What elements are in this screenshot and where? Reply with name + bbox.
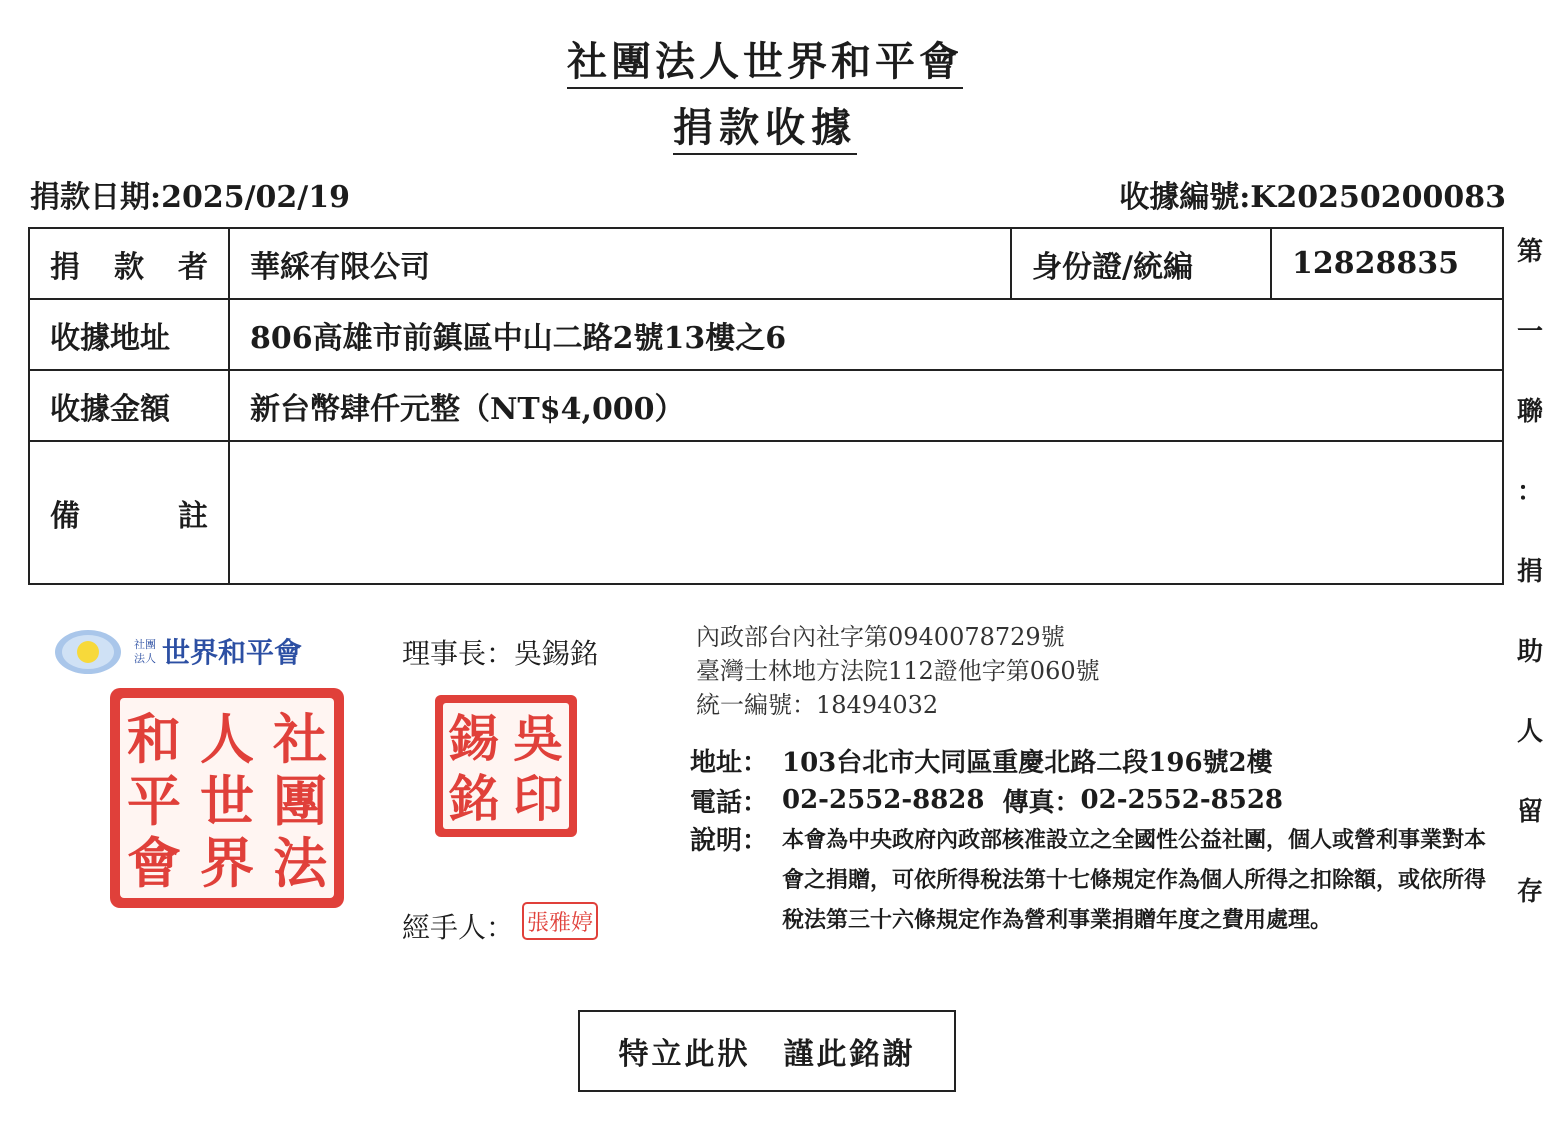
seal-char: 會 <box>127 831 181 895</box>
phone-label: 電話： <box>690 787 769 818</box>
id-value: 12828835 <box>1271 228 1503 299</box>
side-char: 捐 <box>1516 557 1543 587</box>
side-char: 助 <box>1516 637 1543 667</box>
fax-label: 傳真： <box>1002 787 1081 818</box>
copy-label-vertical <box>1512 212 1548 932</box>
seal-char: 法 <box>273 831 327 895</box>
address-row <box>690 740 1490 780</box>
handler-stamp-text: 張雅婷 <box>526 911 594 936</box>
receipt-number-value: K20250200083 <box>1250 180 1506 215</box>
phone-value: 02-2552-8828 <box>782 785 985 815</box>
chairman-seal-char: 吳 <box>513 709 563 768</box>
chairman-seal-char: 銘 <box>449 769 499 828</box>
chairman-name: 吳錫銘 <box>514 637 599 670</box>
handler-stamp <box>522 902 598 940</box>
seal-char: 界 <box>200 831 254 895</box>
address-label: 收據地址 <box>29 299 229 370</box>
side-char: 留 <box>1516 797 1543 827</box>
contact-address-value: 103台北市大同區重慶北路二段196號2樓 <box>782 747 1273 778</box>
chairman-seal-char: 錫 <box>449 709 499 768</box>
note-label: 說明： <box>690 826 769 856</box>
side-char: ： <box>1516 477 1543 507</box>
remark-value <box>229 441 1503 584</box>
address-value: 806高雄市前鎮區中山二路2號13樓之6 <box>229 299 1503 370</box>
id-label: 身份證/統編 <box>1011 228 1271 299</box>
logo-sun-icon <box>77 641 99 663</box>
org-title: 社團法人世界和平會 <box>0 30 1530 87</box>
seal-char: 社 <box>273 707 327 771</box>
fax-value: 02-2552-8528 <box>1080 785 1284 815</box>
organization-logo <box>54 626 354 678</box>
side-char: 存 <box>1516 877 1543 907</box>
amount-value: 新台幣肆仟元整（NT$4,000） <box>229 370 1503 441</box>
registration-line: 統一編號：18494032 <box>696 691 939 719</box>
seal-char: 和 <box>127 707 181 771</box>
chairman <box>402 632 598 672</box>
side-char: 人 <box>1516 717 1543 747</box>
closing-statement: 特立此狀 謹此銘謝 <box>578 1010 956 1092</box>
table-row <box>29 441 1503 584</box>
remark-label: 備 註 <box>29 441 229 584</box>
side-char: 一 <box>1516 317 1543 347</box>
date-label: 捐款日期: <box>30 180 162 215</box>
document-title: 捐款收據 <box>0 96 1530 153</box>
registration-info <box>696 620 1100 722</box>
note-value: 本會為中央政府內政部核准設立之全國性公益社團，個人或營利事業對本會之捐贈，可依所得稅法第十七條規定作為個人所得之扣除額，或依所得稅法第三十六條規定作為營利事業捐贈年度之費用處理。 <box>782 827 1487 933</box>
donation-date <box>30 172 350 216</box>
seal-char: 團 <box>273 769 327 833</box>
logo-name: 世界和平會 <box>162 636 303 669</box>
receipt-number <box>1119 172 1506 216</box>
seal-char: 平 <box>127 769 181 833</box>
seal-char: 人 <box>200 707 254 771</box>
amount-label: 收據金額 <box>29 370 229 441</box>
contact-info <box>690 740 1490 820</box>
seal-char: 世 <box>200 769 254 833</box>
explanation <box>690 820 1490 940</box>
table-row <box>29 370 1503 441</box>
table-row <box>29 299 1503 370</box>
receipt-table <box>28 227 1504 585</box>
registration-line: 內政部台內社字第0940078729號 <box>696 623 1065 651</box>
side-char: 第 <box>1516 237 1543 267</box>
receipt-number-label: 收據編號: <box>1119 180 1251 215</box>
date-value: 2025/02/19 <box>161 180 350 215</box>
logo-small-text-b: 法人 <box>134 652 156 665</box>
chairman-seal <box>432 692 580 840</box>
donor-label: 捐 款 者 <box>29 228 229 299</box>
logo-small-text-a: 社團 <box>134 638 156 651</box>
handler-label: 經手人： <box>402 911 515 944</box>
donor-value: 華綵有限公司 <box>229 228 1011 299</box>
side-char: 聯 <box>1516 397 1543 427</box>
table-row <box>29 228 1503 299</box>
organization-seal <box>106 684 348 912</box>
phone-row <box>690 780 1490 820</box>
chairman-seal-char: 印 <box>513 769 563 828</box>
registration-line: 臺灣士林地方法院112證他字第060號 <box>696 657 1100 685</box>
contact-address-label: 地址： <box>690 747 769 778</box>
chairman-label: 理事長： <box>402 637 515 670</box>
